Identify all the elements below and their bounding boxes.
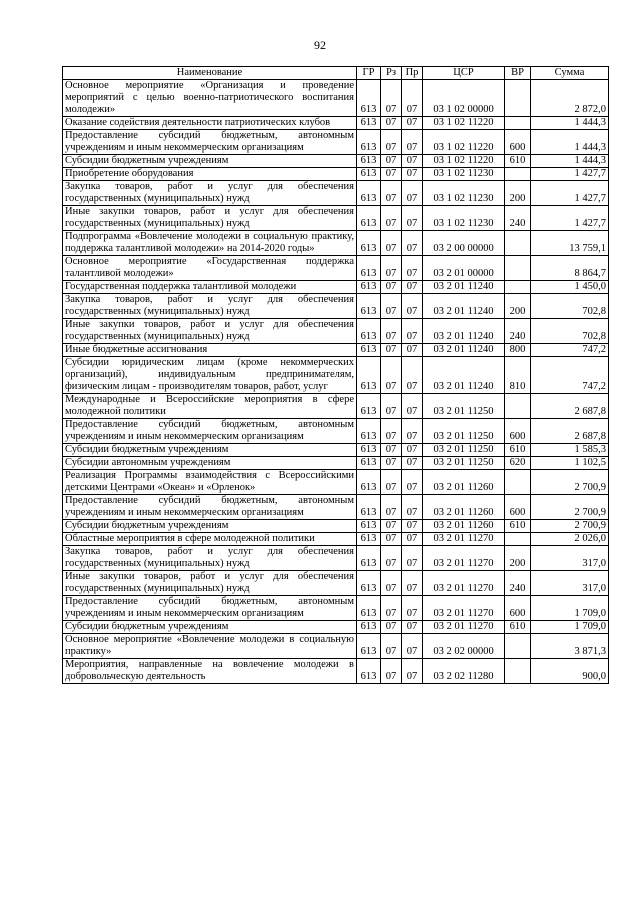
cell-sum: 1 585,3 — [531, 444, 609, 457]
cell-csr: 03 2 02 11280 — [423, 659, 505, 684]
cell-name: Предоставление субсидий бюджетным, автономным учреждениям и иным некоммерческим организациям — [63, 495, 357, 520]
cell-rz: 07 — [381, 206, 402, 231]
budget-table — [62, 66, 609, 684]
header-rz: Рз — [381, 67, 402, 80]
cell-gr: 613 — [357, 80, 381, 117]
table-row — [63, 319, 609, 344]
cell-gr: 613 — [357, 419, 381, 444]
cell-pr: 07 — [402, 181, 423, 206]
cell-name: Подпрограмма «Вовлечение молодежи в социальную практику, поддержка талантливой молодежи» на 2014-2020 годы» — [63, 231, 357, 256]
cell-name: Реализация Программы взаимодействия с Всероссийскими детскими Центрами «Океан» и «Орленок» — [63, 470, 357, 495]
cell-rz: 07 — [381, 168, 402, 181]
cell-csr: 03 2 01 11260 — [423, 520, 505, 533]
cell-rz: 07 — [381, 470, 402, 495]
table-row — [63, 533, 609, 546]
cell-rz: 07 — [381, 357, 402, 394]
cell-name: Субсидии бюджетным учреждениям — [63, 621, 357, 634]
cell-name: Субсидии юридическим лицам (кроме некоммерческих организаций), индивидуальным предпринимателям, физическим лицам - производителям товаров, работ, услуг — [63, 357, 357, 394]
cell-pr: 07 — [402, 206, 423, 231]
cell-rz: 07 — [381, 117, 402, 130]
cell-name: Субсидии автономным учреждениям — [63, 457, 357, 470]
cell-gr: 613 — [357, 596, 381, 621]
table-row — [63, 80, 609, 117]
cell-name: Предоставление субсидий бюджетным, автономным учреждениям и иным некоммерческим организациям — [63, 596, 357, 621]
cell-gr: 613 — [357, 294, 381, 319]
cell-sum: 1 709,0 — [531, 596, 609, 621]
cell-csr: 03 2 01 11240 — [423, 344, 505, 357]
cell-pr: 07 — [402, 520, 423, 533]
cell-vr — [505, 394, 531, 419]
cell-name: Закупка товаров, работ и услуг для обеспечения государственных (муниципальных) нужд — [63, 181, 357, 206]
cell-vr — [505, 659, 531, 684]
cell-sum: 1 444,3 — [531, 130, 609, 155]
cell-vr — [505, 80, 531, 117]
table-row — [63, 344, 609, 357]
cell-rz: 07 — [381, 571, 402, 596]
cell-pr: 07 — [402, 533, 423, 546]
table-body — [63, 80, 609, 684]
header-pr: Пр — [402, 67, 423, 80]
table-row — [63, 394, 609, 419]
cell-vr: 600 — [505, 419, 531, 444]
cell-gr: 613 — [357, 281, 381, 294]
cell-csr: 03 2 01 11250 — [423, 457, 505, 470]
header-vr: ВР — [505, 67, 531, 80]
cell-csr: 03 1 02 11230 — [423, 168, 505, 181]
cell-csr: 03 2 02 00000 — [423, 634, 505, 659]
table-row — [63, 444, 609, 457]
cell-vr: 810 — [505, 357, 531, 394]
cell-sum: 747,2 — [531, 344, 609, 357]
table-row — [63, 634, 609, 659]
cell-pr: 07 — [402, 319, 423, 344]
cell-rz: 07 — [381, 80, 402, 117]
cell-vr: 800 — [505, 344, 531, 357]
cell-name: Иные бюджетные ассигнования — [63, 344, 357, 357]
table-row — [63, 419, 609, 444]
cell-rz: 07 — [381, 394, 402, 419]
cell-sum: 1 102,5 — [531, 457, 609, 470]
cell-sum: 747,2 — [531, 357, 609, 394]
cell-gr: 613 — [357, 571, 381, 596]
cell-rz: 07 — [381, 533, 402, 546]
page-number: 92 — [314, 38, 326, 52]
cell-vr: 610 — [505, 444, 531, 457]
cell-vr — [505, 470, 531, 495]
cell-vr: 610 — [505, 520, 531, 533]
table-row — [63, 130, 609, 155]
cell-pr: 07 — [402, 457, 423, 470]
cell-sum: 1 427,7 — [531, 168, 609, 181]
cell-vr: 610 — [505, 621, 531, 634]
cell-sum: 900,0 — [531, 659, 609, 684]
cell-vr: 240 — [505, 571, 531, 596]
table-row — [63, 457, 609, 470]
cell-gr: 613 — [357, 470, 381, 495]
cell-name: Предоставление субсидий бюджетным, автономным учреждениям и иным некоммерческим организациям — [63, 419, 357, 444]
cell-rz: 07 — [381, 294, 402, 319]
cell-csr: 03 1 02 11230 — [423, 181, 505, 206]
header-csr: ЦСР — [423, 67, 505, 80]
cell-vr: 620 — [505, 457, 531, 470]
cell-name: Оказание содействия деятельности патриотических клубов — [63, 117, 357, 130]
table-row — [63, 117, 609, 130]
cell-rz: 07 — [381, 634, 402, 659]
cell-csr: 03 2 01 11240 — [423, 357, 505, 394]
cell-rz: 07 — [381, 155, 402, 168]
cell-pr: 07 — [402, 546, 423, 571]
cell-gr: 613 — [357, 495, 381, 520]
cell-name: Закупка товаров, работ и услуг для обеспечения государственных (муниципальных) нужд — [63, 546, 357, 571]
cell-sum: 2 700,9 — [531, 470, 609, 495]
cell-gr: 613 — [357, 344, 381, 357]
cell-name: Мероприятия, направленные на вовлечение молодежи в добровольческую деятельность — [63, 659, 357, 684]
cell-rz: 07 — [381, 231, 402, 256]
cell-csr: 03 1 02 11220 — [423, 130, 505, 155]
cell-sum: 2 700,9 — [531, 520, 609, 533]
cell-gr: 613 — [357, 117, 381, 130]
cell-rz: 07 — [381, 659, 402, 684]
cell-sum: 317,0 — [531, 546, 609, 571]
cell-name: Основное мероприятие «Государственная поддержка талантливой молодежи» — [63, 256, 357, 281]
cell-vr — [505, 634, 531, 659]
table-row — [63, 181, 609, 206]
table-row — [63, 155, 609, 168]
cell-csr: 03 2 01 11260 — [423, 470, 505, 495]
cell-gr: 613 — [357, 520, 381, 533]
cell-rz: 07 — [381, 319, 402, 344]
table-row — [63, 571, 609, 596]
cell-sum: 1 444,3 — [531, 117, 609, 130]
cell-sum: 8 864,7 — [531, 256, 609, 281]
cell-pr: 07 — [402, 444, 423, 457]
cell-vr: 200 — [505, 546, 531, 571]
cell-sum: 1 450,0 — [531, 281, 609, 294]
cell-sum: 702,8 — [531, 294, 609, 319]
cell-csr: 03 2 01 11250 — [423, 394, 505, 419]
cell-rz: 07 — [381, 281, 402, 294]
cell-csr: 03 1 02 11220 — [423, 155, 505, 168]
table-row — [63, 520, 609, 533]
header-gr: ГР — [357, 67, 381, 80]
cell-vr: 610 — [505, 155, 531, 168]
cell-csr: 03 2 01 11240 — [423, 281, 505, 294]
cell-name: Государственная поддержка талантливой молодежи — [63, 281, 357, 294]
cell-rz: 07 — [381, 520, 402, 533]
cell-name: Предоставление субсидий бюджетным, автономным учреждениям и иным некоммерческим организациям — [63, 130, 357, 155]
cell-sum: 3 871,3 — [531, 634, 609, 659]
cell-vr — [505, 281, 531, 294]
table-row — [63, 256, 609, 281]
cell-gr: 613 — [357, 206, 381, 231]
cell-pr: 07 — [402, 470, 423, 495]
cell-vr — [505, 533, 531, 546]
cell-rz: 07 — [381, 596, 402, 621]
cell-sum: 2 026,0 — [531, 533, 609, 546]
cell-pr: 07 — [402, 117, 423, 130]
cell-sum: 2 872,0 — [531, 80, 609, 117]
cell-csr: 03 2 01 11260 — [423, 495, 505, 520]
cell-gr: 613 — [357, 394, 381, 419]
cell-vr — [505, 256, 531, 281]
header-sum: Сумма — [531, 67, 609, 80]
cell-rz: 07 — [381, 621, 402, 634]
cell-name: Субсидии бюджетным учреждениям — [63, 155, 357, 168]
cell-csr: 03 2 01 00000 — [423, 256, 505, 281]
cell-csr: 03 2 01 11270 — [423, 596, 505, 621]
cell-gr: 613 — [357, 634, 381, 659]
cell-pr: 07 — [402, 419, 423, 444]
cell-rz: 07 — [381, 344, 402, 357]
cell-csr: 03 1 02 11230 — [423, 206, 505, 231]
cell-csr: 03 2 01 11240 — [423, 319, 505, 344]
cell-pr: 07 — [402, 394, 423, 419]
cell-vr: 200 — [505, 294, 531, 319]
cell-rz: 07 — [381, 256, 402, 281]
cell-gr: 613 — [357, 231, 381, 256]
cell-csr: 03 2 01 11250 — [423, 419, 505, 444]
cell-pr: 07 — [402, 231, 423, 256]
cell-rz: 07 — [381, 419, 402, 444]
table-row — [63, 357, 609, 394]
cell-name: Иные закупки товаров, работ и услуг для обеспечения государственных (муниципальных) нужд — [63, 571, 357, 596]
table-header-row — [63, 67, 609, 80]
cell-sum: 317,0 — [531, 571, 609, 596]
cell-pr: 07 — [402, 357, 423, 394]
cell-csr: 03 2 01 11270 — [423, 621, 505, 634]
cell-name: Иные закупки товаров, работ и услуг для обеспечения государственных (муниципальных) нужд — [63, 319, 357, 344]
cell-pr: 07 — [402, 256, 423, 281]
cell-pr: 07 — [402, 80, 423, 117]
cell-rz: 07 — [381, 546, 402, 571]
cell-sum: 2 687,8 — [531, 394, 609, 419]
cell-sum: 1 427,7 — [531, 206, 609, 231]
table-row — [63, 281, 609, 294]
cell-gr: 613 — [357, 621, 381, 634]
table-row — [63, 231, 609, 256]
table-row — [63, 659, 609, 684]
table-row — [63, 546, 609, 571]
cell-gr: 613 — [357, 168, 381, 181]
cell-pr: 07 — [402, 155, 423, 168]
cell-csr: 03 1 02 11220 — [423, 117, 505, 130]
cell-sum: 1 427,7 — [531, 181, 609, 206]
cell-rz: 07 — [381, 457, 402, 470]
cell-pr: 07 — [402, 571, 423, 596]
cell-rz: 07 — [381, 444, 402, 457]
cell-pr: 07 — [402, 281, 423, 294]
cell-name: Основное мероприятие «Вовлечение молодежи в социальную практику» — [63, 634, 357, 659]
cell-sum: 1 444,3 — [531, 155, 609, 168]
table-row — [63, 294, 609, 319]
cell-gr: 613 — [357, 444, 381, 457]
cell-sum: 2 687,8 — [531, 419, 609, 444]
cell-name: Субсидии бюджетным учреждениям — [63, 520, 357, 533]
cell-rz: 07 — [381, 130, 402, 155]
cell-csr: 03 2 01 11270 — [423, 546, 505, 571]
cell-csr: 03 2 01 11250 — [423, 444, 505, 457]
cell-pr: 07 — [402, 294, 423, 319]
cell-vr: 600 — [505, 130, 531, 155]
cell-csr: 03 2 01 11240 — [423, 294, 505, 319]
cell-name: Иные закупки товаров, работ и услуг для обеспечения государственных (муниципальных) нужд — [63, 206, 357, 231]
table-row — [63, 621, 609, 634]
cell-sum: 2 700,9 — [531, 495, 609, 520]
cell-vr: 240 — [505, 319, 531, 344]
cell-name: Областные мероприятия в сфере молодежной политики — [63, 533, 357, 546]
cell-gr: 613 — [357, 256, 381, 281]
header-name: Наименование — [63, 67, 357, 80]
cell-vr — [505, 117, 531, 130]
cell-gr: 613 — [357, 533, 381, 546]
cell-rz: 07 — [381, 181, 402, 206]
cell-pr: 07 — [402, 596, 423, 621]
cell-gr: 613 — [357, 357, 381, 394]
cell-pr: 07 — [402, 168, 423, 181]
cell-pr: 07 — [402, 659, 423, 684]
cell-gr: 613 — [357, 457, 381, 470]
cell-pr: 07 — [402, 130, 423, 155]
cell-sum: 1 709,0 — [531, 621, 609, 634]
cell-pr: 07 — [402, 634, 423, 659]
cell-gr: 613 — [357, 155, 381, 168]
cell-vr: 240 — [505, 206, 531, 231]
cell-pr: 07 — [402, 621, 423, 634]
table-row — [63, 168, 609, 181]
cell-name: Основное мероприятие «Организация и проведение мероприятий с целью военно-патриотического воспитания молодежи» — [63, 80, 357, 117]
cell-name: Международные и Всероссийские мероприятия в сфере молодежной политики — [63, 394, 357, 419]
cell-csr: 03 2 01 11270 — [423, 571, 505, 596]
cell-gr: 613 — [357, 319, 381, 344]
cell-csr: 03 2 01 11270 — [423, 533, 505, 546]
cell-gr: 613 — [357, 546, 381, 571]
table-row — [63, 470, 609, 495]
cell-gr: 613 — [357, 181, 381, 206]
cell-rz: 07 — [381, 495, 402, 520]
cell-name: Субсидии бюджетным учреждениям — [63, 444, 357, 457]
cell-name: Приобретение оборудования — [63, 168, 357, 181]
cell-pr: 07 — [402, 344, 423, 357]
table-row — [63, 596, 609, 621]
cell-vr — [505, 168, 531, 181]
cell-name: Закупка товаров, работ и услуг для обеспечения государственных (муниципальных) нужд — [63, 294, 357, 319]
cell-gr: 613 — [357, 130, 381, 155]
table-row — [63, 206, 609, 231]
cell-sum: 13 759,1 — [531, 231, 609, 256]
cell-gr: 613 — [357, 659, 381, 684]
cell-vr: 600 — [505, 495, 531, 520]
table-row — [63, 495, 609, 520]
cell-csr: 03 1 02 00000 — [423, 80, 505, 117]
cell-vr: 200 — [505, 181, 531, 206]
cell-vr: 600 — [505, 596, 531, 621]
cell-vr — [505, 231, 531, 256]
cell-sum: 702,8 — [531, 319, 609, 344]
cell-csr: 03 2 00 00000 — [423, 231, 505, 256]
cell-pr: 07 — [402, 495, 423, 520]
